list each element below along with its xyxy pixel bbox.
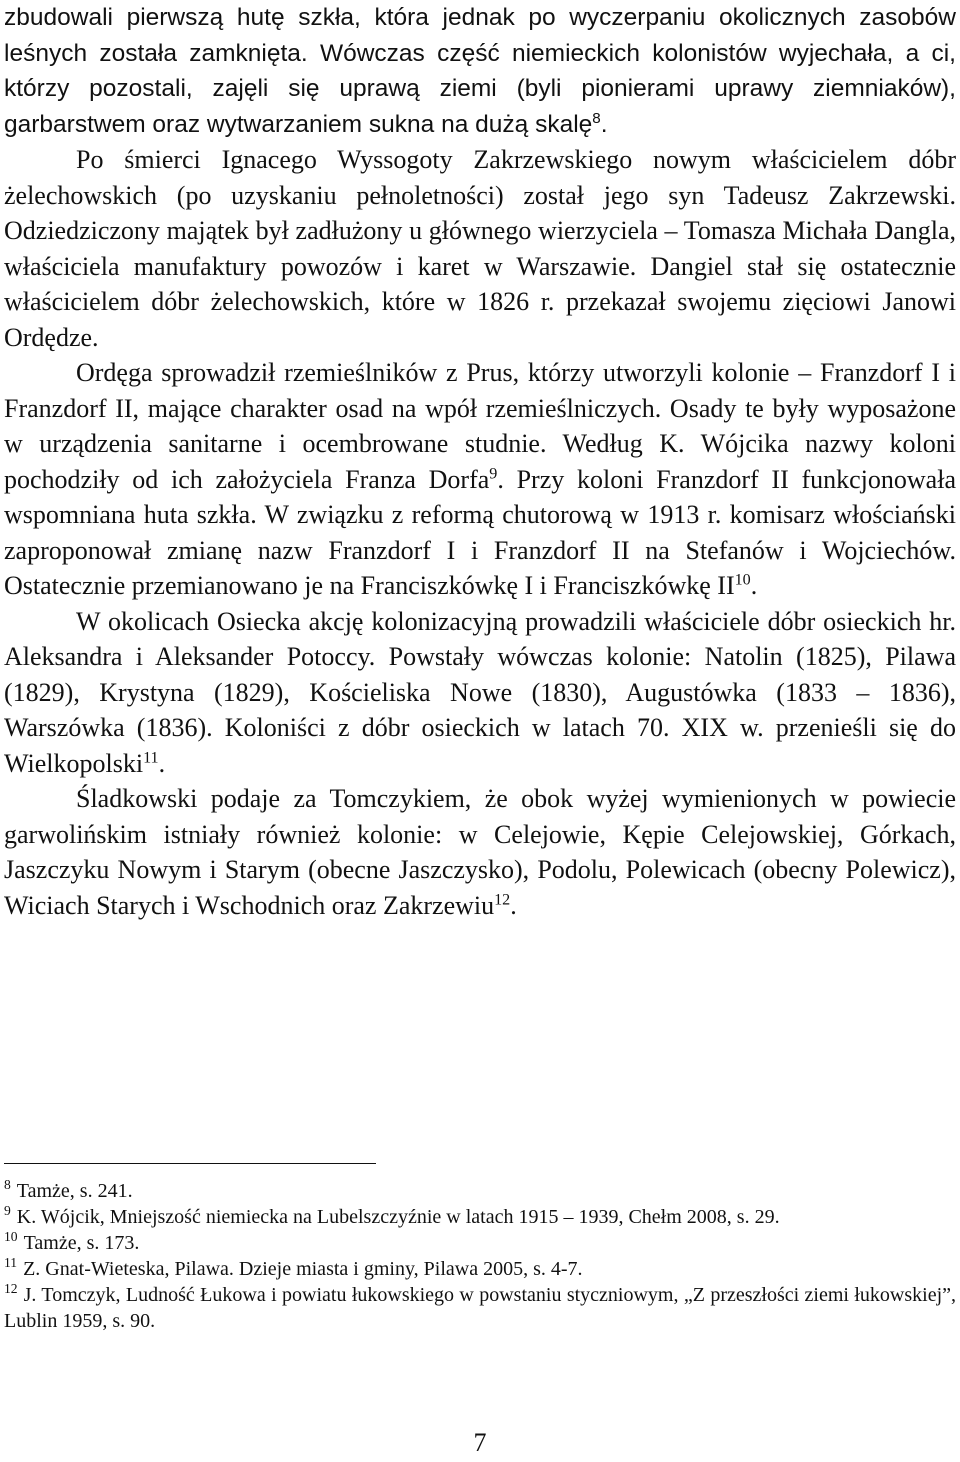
footnote-separator (4, 1163, 376, 1164)
footnote-text: Z. Gnat-Wieteska, Pilawa. Dzieje miasta i gminy, Pilawa 2005, s. 4-7. (23, 1258, 583, 1280)
paragraph-2 (4, 142, 956, 355)
paragraph-4-text: W okolicach Osiecka akcję kolonizacyjną prowadzili właściciele dóbr osieckich hr. Aleksandra i Aleksander Potoccy. Powstały wówczas kolonie: Natolin (1825), Pilawa (1829), Krystyna (1829), Kościeliska Nowe (1830), Augustówka (1833 – 1836), Warszówka (1836). Koloniści z dóbr osieckich w latach 70. XIX w. przenieśli się do Wielkopolski (4, 606, 956, 778)
footnote-number: 9 (4, 1203, 11, 1219)
footnote-number: 10 (4, 1229, 18, 1245)
paragraph-3-text-a: Ordęga sprowadził rzemieślników z Prus, którzy utworzyli kolonie – Franzdorf I i Franzdorf II, mające charakter osad na wpół rzemieślniczych. Osady te były wyposażone w urządzenia sanitarne i ocembrowane studnie. Według K. Wójcika nazwy koloni pochodziły od ich założyciela Franza Dorfa (4, 358, 956, 494)
footnote-10 (4, 1230, 956, 1256)
footnotes (4, 1178, 956, 1334)
paragraph-4-end: . (158, 748, 166, 778)
footnote-number: 11 (4, 1255, 18, 1271)
footnote-text: K. Wójcik, Mniejszość niemiecka na Lubelszczyźnie w latach 1915 – 1939, Chełm 2008, s. 29. (16, 1206, 780, 1228)
paragraph-3-text-b: . Przy koloni Franzdorf II funkcjonowała wspomniana huta szkła. W związku z reformą chutorową w 1913 r. komisarz włościański zaproponował zmianę nazw Franzdorf I i Franzdorf II na Stefanów i Wojciechów. Ostatecznie przemianowano je na Franciszkówkę I i Franciszkówkę II (4, 464, 956, 600)
footnote-text: Tamże, s. 241. (16, 1180, 133, 1202)
paragraph-5-end: . (510, 890, 517, 920)
paragraph-4 (4, 604, 956, 782)
footnote-12 (4, 1282, 956, 1334)
footnote-8 (4, 1178, 956, 1204)
paragraph-1 (4, 0, 956, 142)
footnote-ref-9[interactable]: 9 (489, 464, 498, 482)
paragraph-1-text: zbudowali pierwszą hutę szkła, która jednak po wyczerpaniu okolicznych zasobów leśnych została zamknięta. Wówczas część niemieckich kolonistów wyjechała, a ci, którzy pozostali, zajęli się uprawą ziemi (byli pionierami uprawy ziemniaków), garbarstwem oraz wytwarzaniem sukna na dużą skalę (4, 4, 956, 138)
footnote-ref-11[interactable]: 11 (143, 748, 159, 766)
footnote-9 (4, 1204, 956, 1230)
paragraph-5 (4, 781, 956, 923)
footnote-text: J. Tomczyk, Ludność Łukowa i powiatu łukowskiego w powstaniu styczniowym, „Z przeszłości ziemi łukowskiej”, Lublin 1959, s. 90. (4, 1284, 956, 1332)
body-text (4, 0, 956, 923)
paragraph-1-end: . (600, 110, 608, 138)
paragraph-2-text: Po śmierci Ignacego Wyssogoty Zakrzewskiego nowym właścicielem dóbr żelechowskich (po uzyskaniu pełnoletności) został jego syn Tadeusz Zakrzewski. Odziedziczony majątek był zadłużony u głównego wierzyciela – Tomasza Michała Dangla, właściciela manufaktury powozów i karet w Warszawie. Dangiel stał się ostatecznie właścicielem dóbr żelechowskich, które w 1826 r. przekazał swojemu zięciowi Janowi Ordędze. (4, 145, 956, 352)
footnote-11 (4, 1256, 956, 1282)
footnote-number: 12 (4, 1281, 18, 1297)
paragraph-5-text: Śladkowski podaje za Tomczykiem, że obok wyżej wymienionych w powiecie garwolińskim istniały również kolonie: w Celejowie, Kępie Celejowskiej, Górkach, Jaszczyku Nowym i Starym (obecne Jaszczysko), Podolu, Polewicach (obecny Polewicz), Wiciach Starych i Wschodnich oraz Zakrzewiu (4, 784, 956, 920)
footnote-ref-8[interactable]: 8 (592, 109, 601, 127)
footnote-ref-10[interactable]: 10 (734, 571, 751, 589)
page-number: 7 (473, 1428, 487, 1457)
footnote-number: 8 (4, 1177, 11, 1193)
footnote-text: Tamże, s. 173. (23, 1232, 140, 1254)
paragraph-3-end: . (750, 571, 758, 600)
paragraph-3 (4, 355, 956, 604)
footnote-ref-12[interactable]: 12 (494, 890, 511, 908)
